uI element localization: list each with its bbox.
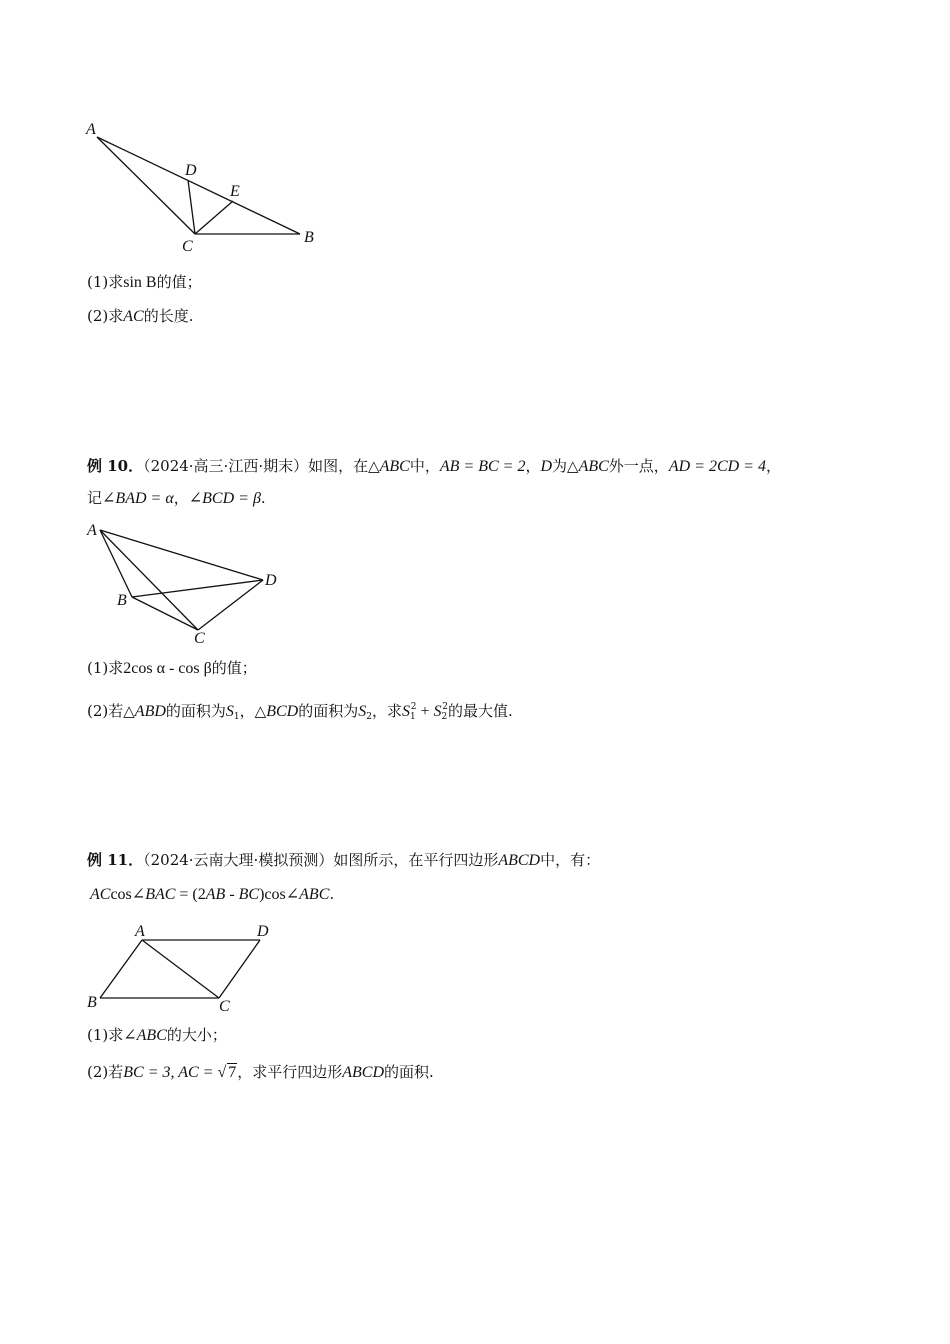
ex10-text: 的面积为 <box>165 702 226 720</box>
label-E: E <box>230 183 240 200</box>
ex10-text: 的面积为 <box>298 702 359 720</box>
ex11-part1-suffix: 的大小； <box>166 1026 227 1044</box>
ex10-tri-bcd: BCD <box>266 703 299 720</box>
eq-part: BAC <box>145 886 176 903</box>
ex10-text: 记 <box>87 489 103 507</box>
q9-part2-expr: AC <box>123 308 144 325</box>
expr-s2-sub: 2 <box>441 712 448 722</box>
segment-AC <box>142 940 219 998</box>
ex11-equation <box>90 884 334 905</box>
label-B: B <box>87 994 97 1011</box>
label-C: C <box>194 630 205 647</box>
ex11-text: ，求平行四边形 <box>237 1063 343 1081</box>
ex10-part2 <box>87 697 513 727</box>
q9-part2-suffix: 的长度. <box>143 307 194 325</box>
ex10-text: . <box>260 489 266 507</box>
ex11-part1 <box>87 1025 227 1046</box>
eq-part: = (2 <box>175 886 206 903</box>
label-D: D <box>257 923 269 940</box>
q9-part2 <box>87 306 193 327</box>
ex11-part1-expr: ∠ABC <box>123 1027 167 1044</box>
ex10-angle-beta: ∠BCD = β <box>188 490 261 507</box>
segment-AB <box>100 940 142 998</box>
label-A: A <box>86 121 96 138</box>
sqrt-radicand: 7 <box>228 1064 237 1081</box>
expr-s2-sup: 2 <box>442 702 448 712</box>
q9-part2-prefix: (2)求 <box>87 307 124 325</box>
ex11-quad: ABCD <box>342 1064 385 1081</box>
label-B: B <box>304 229 314 246</box>
area-s1: S <box>225 703 234 720</box>
sqrt-sign: √ <box>217 1064 227 1081</box>
label-A: A <box>87 522 97 539</box>
segment-AB <box>100 530 132 597</box>
q9-part1-expr: sin B <box>123 274 157 291</box>
q9-part1-suffix: 的值； <box>156 273 202 291</box>
eq-part: )cos∠ <box>259 886 300 903</box>
ex10-text: (2)若△ <box>87 702 135 720</box>
label-C: C <box>182 238 193 255</box>
label-B: B <box>117 592 127 609</box>
quadrilateral-figure-ex10 <box>80 515 300 650</box>
area-s1-sub: 1 <box>233 712 240 722</box>
ex10-source: （2024·高三·江西·期末）如图，在△ <box>143 457 380 475</box>
ex11-text: 中，有： <box>540 851 601 869</box>
ex11-part1-prefix: (1)求 <box>87 1026 124 1044</box>
ex10-part1 <box>87 658 257 679</box>
eq-part: . <box>329 885 335 903</box>
ex10-title: 例 10． <box>87 457 144 475</box>
ex11-title: 例 11． <box>87 851 144 869</box>
area-s2-sub: 2 <box>366 712 372 722</box>
eq-part: AB <box>205 886 226 903</box>
triangle-figure-ex9 <box>80 115 330 260</box>
ex10-text: 为△ <box>552 457 579 475</box>
expr-plus: + <box>416 703 434 720</box>
ex10-text: 外一点， <box>608 457 669 475</box>
ex10-statement-line2 <box>87 488 266 509</box>
expr-s1: S <box>401 703 410 720</box>
expr-s1-sub: 1 <box>409 712 416 722</box>
segment-AC <box>97 137 195 234</box>
ex10-statement-line1 <box>87 456 781 477</box>
ex11-text: 的面积. <box>384 1063 434 1081</box>
ex11-condition: BC = 3, AC = <box>123 1064 218 1081</box>
ex10-part1-prefix: (1)求 <box>87 659 124 677</box>
label-C: C <box>219 998 230 1015</box>
ex10-text: ， <box>525 457 541 475</box>
expr-s2: S <box>433 703 442 720</box>
q9-part1 <box>87 272 202 293</box>
segment-CE <box>195 201 233 234</box>
ex11-source: （2024·云南大理·模拟预测）如图所示，在平行四边形 <box>143 851 499 869</box>
ex11-statement-line1 <box>87 850 600 871</box>
eq-part: ABC <box>299 886 330 903</box>
ex10-cond1: AB = BC = 2 <box>439 458 526 475</box>
ex10-part1-suffix: 的值； <box>211 659 257 677</box>
ex10-angle-alpha: ∠BAD = α <box>102 490 174 507</box>
eq-part: cos∠ <box>110 886 146 903</box>
segment-BC <box>132 597 198 630</box>
eq-part: BC <box>238 886 260 903</box>
label-D: D <box>265 572 277 589</box>
q9-part1-prefix: (1)求 <box>87 273 124 291</box>
segment-CD <box>188 180 195 234</box>
label-D: D <box>185 162 197 179</box>
ex10-text: ，△ <box>239 702 267 720</box>
label-A: A <box>135 923 145 940</box>
eq-part: - <box>225 886 239 903</box>
ex10-text: ，求 <box>371 702 402 720</box>
ex10-tri: ABC <box>578 458 609 475</box>
ex10-point: D <box>540 458 553 475</box>
ex10-text: 的最大值. <box>447 702 513 720</box>
ex10-tri: ABC <box>379 458 410 475</box>
ex10-text: ， <box>173 489 189 507</box>
ex10-cond2: AD = 2CD = 4 <box>668 458 766 475</box>
ex10-text: 中， <box>409 457 440 475</box>
ex10-tri-abd: ABD <box>134 703 166 720</box>
parallelogram-figure-ex11 <box>80 918 290 1018</box>
ex10-part1-expr: 2cos α - cos β <box>123 660 212 677</box>
segment-CD <box>219 940 260 998</box>
ex10-text: ， <box>765 457 781 475</box>
area-s2: S <box>358 703 367 720</box>
ex11-quad: ABCD <box>498 852 541 869</box>
segment-AB <box>97 137 300 234</box>
expr-s1-sup: 2 <box>410 702 417 712</box>
ex11-part2 <box>87 1062 434 1083</box>
ex11-text: (2)若 <box>87 1063 124 1081</box>
eq-part: AC <box>90 886 111 903</box>
